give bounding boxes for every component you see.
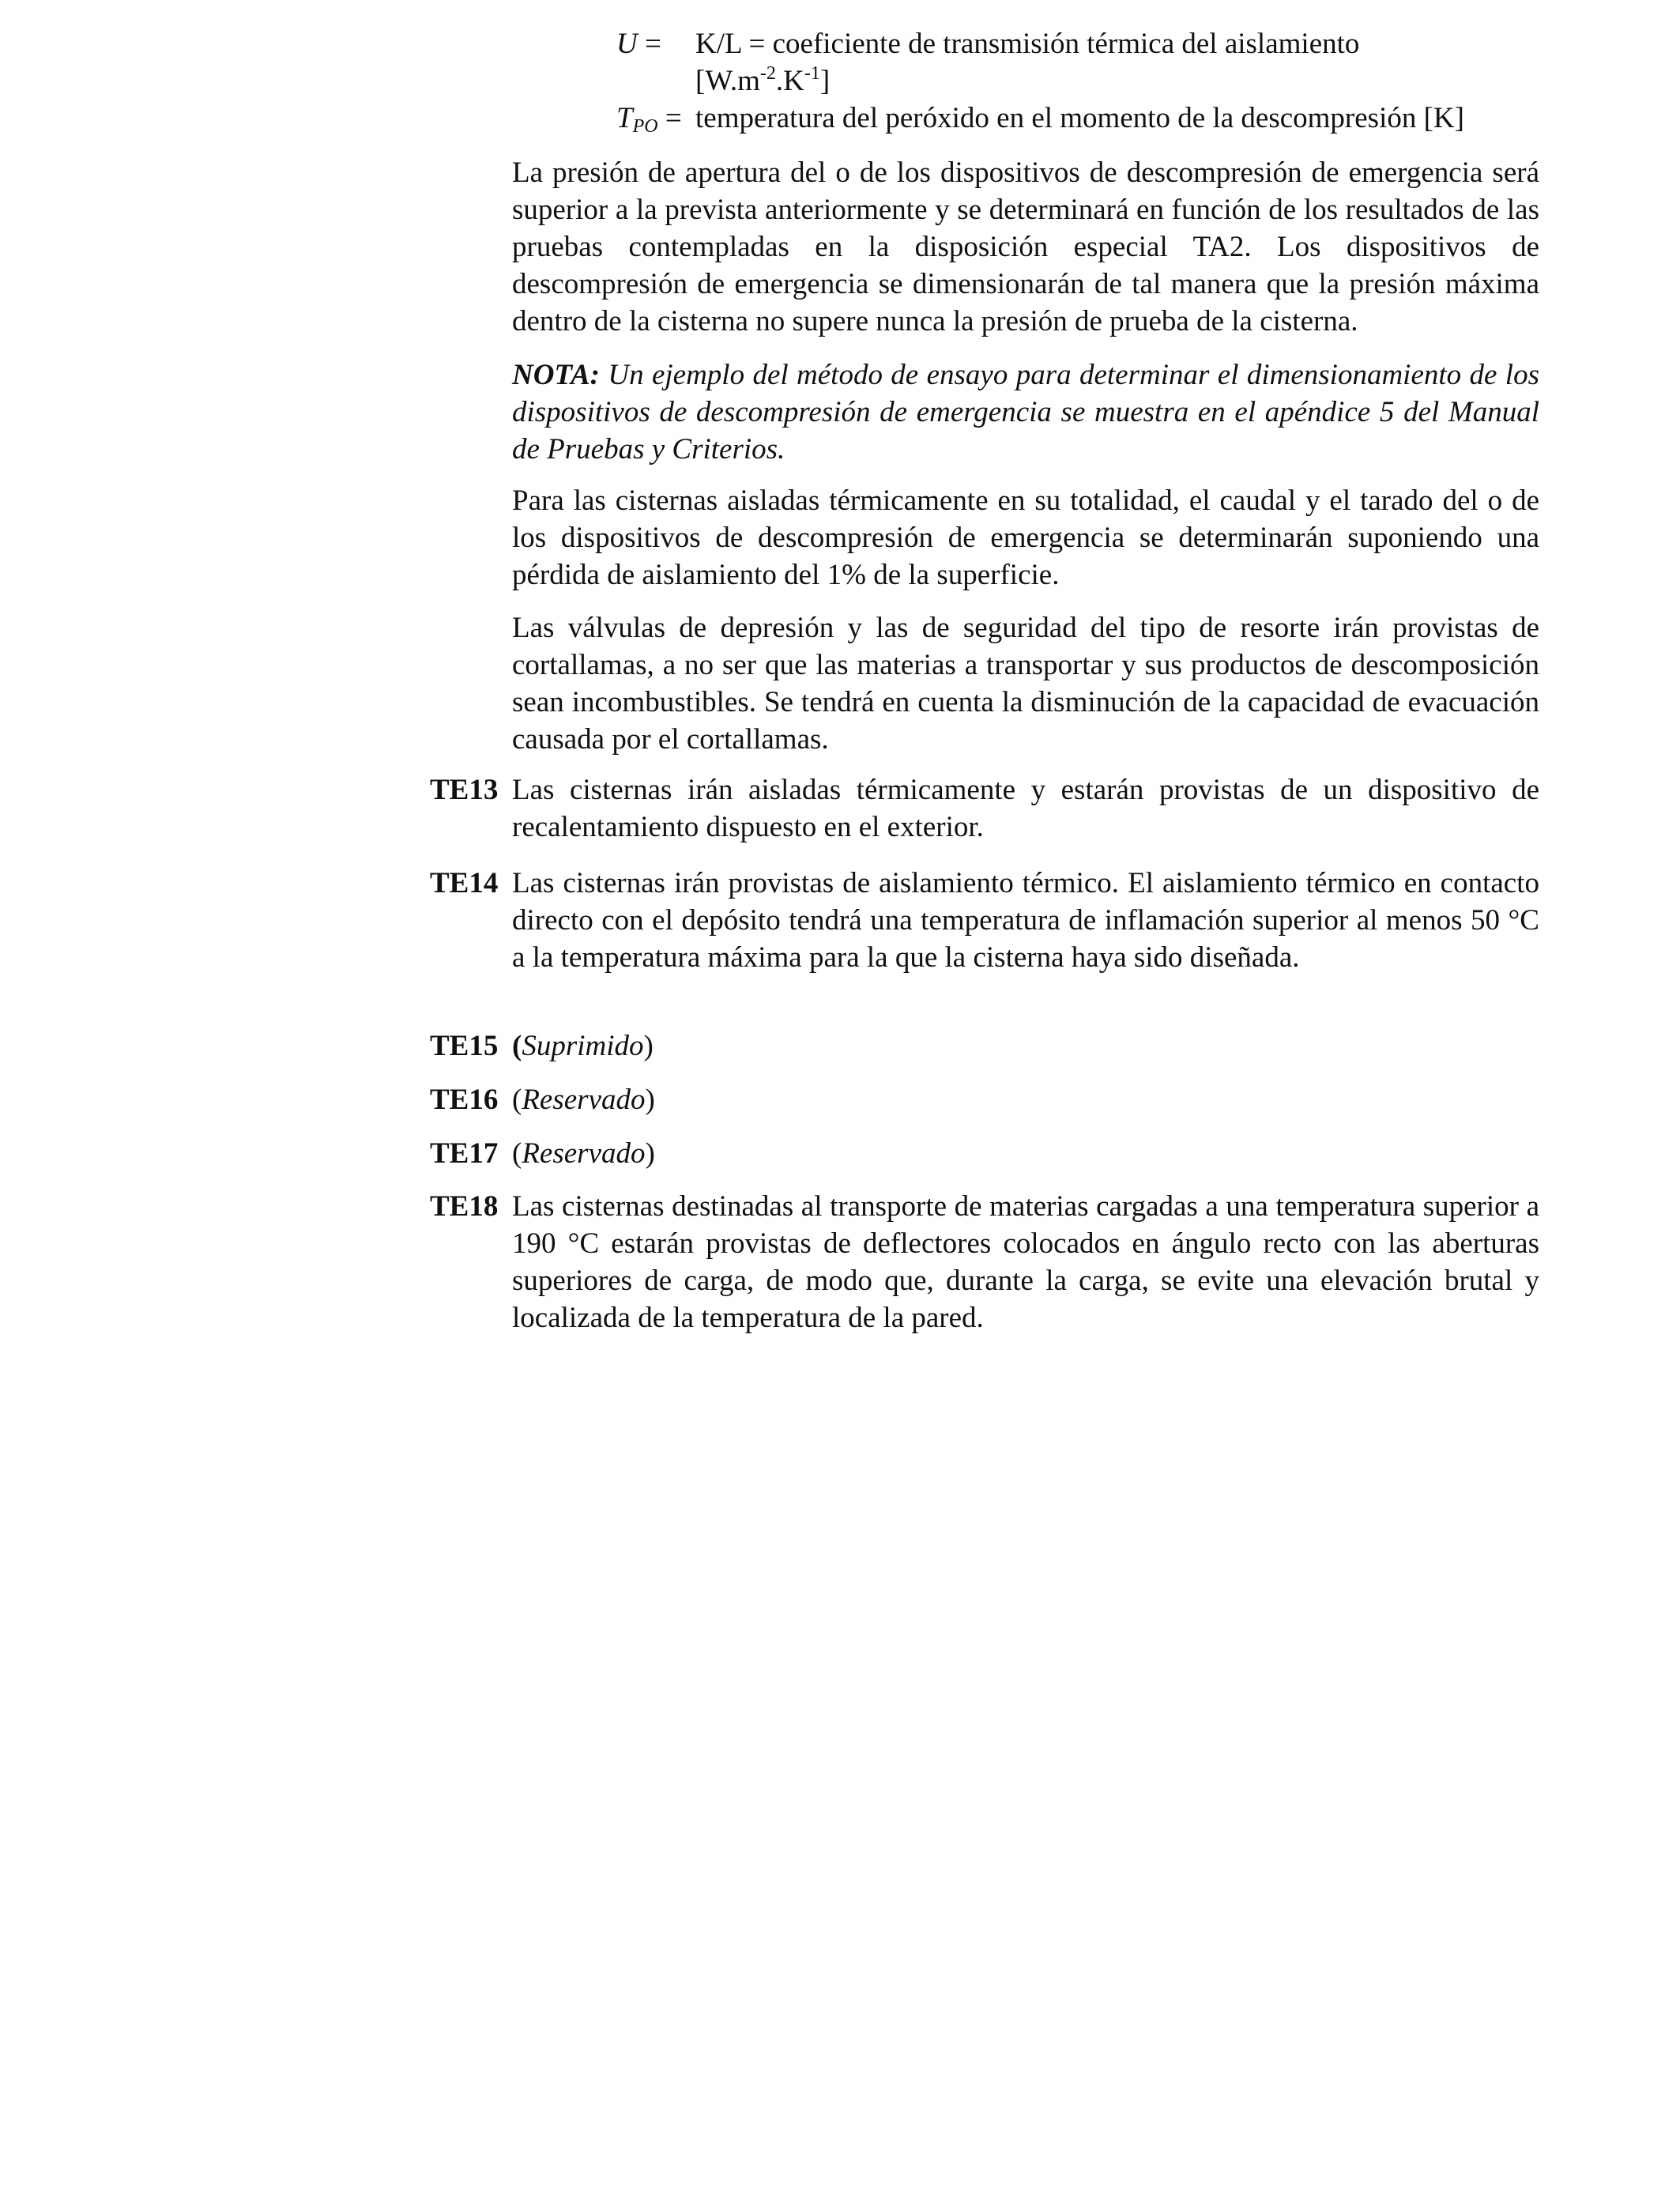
provision-text: (Suprimido) [512,1030,654,1062]
provision-te15 [430,1027,1539,1065]
provision-code: TE15 [430,1030,499,1062]
definition-text: K/L = coeficiente de transmisión térmica del aislamiento [695,28,1360,60]
paragraph-insulated-tanks: Para las cisternas aisladas térmicamente en su totalidad, el caudal y el tarado del o de los dispositivos de descompresión de emergencia se determinarán suponiendo una pérdida de aislamiento del 1% de la superficie. [512,484,1539,591]
provision-text: Las cisternas irán provistas de aislamiento térmico. El aislamiento térmico en contacto directo con el depósito tendrá una temperatura de inflamación superior al menos 50 °C a la temperatura máxima para la que la cisterna haya sido diseñada. [512,867,1539,974]
provision-te18 [430,1188,1539,1336]
provision-text: Las cisternas irán aisladas térmicamente y estarán provistas de un dispositivo de recalentamiento dispuesto en el exterior. [512,774,1539,843]
definition-text: temperatura del peróxido en el momento de la descompresión [K] [695,102,1464,134]
provision-text: (Reservado) [512,1137,655,1170]
paragraph-opening-pressure: La presión de apertura del o de los dispositivos de descompresión de emergencia será superior a la prevista anteriormente y se determinará en función de los resultados de las pruebas contempladas en la disposición especial TA2. Los dispositivos de descompresión de emergencia se dimensionarán de tal manera que la presión máxima dentro de la cisterna no supere nunca la presión de prueba de la cisterna. [512,156,1539,337]
note-paragraph [512,356,1539,468]
provision-text: Las cisternas destinadas al transporte de materias cargadas a una temperatura superior a 190 °C estarán provistas de deflectores colocados en ángulo recto con las aberturas superiores de carga, de modo que, durante la carga, se evite una elevación brutal y localizada de la temperatura de la pared. [512,1190,1539,1334]
definition-u [616,25,1565,62]
provision-te17 [430,1135,1539,1172]
note-text: Un ejemplo del método de ensayo para determinar el dimensionamiento de los dispositivos de descompresión de emergencia se muestra en el apéndice 5 del Manual de Pruebas y Criterios. [512,359,1539,466]
provision-te14 [430,865,1539,976]
provision-te13 [430,771,1539,846]
provision-te16 [430,1081,1539,1118]
definition-tpo [616,100,1565,137]
provision-code: TE13 [430,774,499,806]
note-label: NOTA: [512,359,600,391]
provision-text: (Reservado) [512,1084,655,1116]
definition-symbol: U = [616,28,661,60]
provision-code: TE16 [430,1084,499,1116]
provision-code: TE14 [430,867,499,899]
definition-u-unit: $[W.m^{-2}.K^{-1}]$ [695,63,831,97]
definition-symbol: $T_{PO}$ = [616,102,682,137]
provision-code: TE18 [430,1190,499,1223]
paragraph-valves: Las válvulas de depresión y las de seguridad del tipo de resorte irán provistas de cortallamas, a no ser que las materias a transportar y sus productos de descomposición sean incombustibles. Se tendrá en cuenta la disminución de la capacidad de evacuación causada por el cortallamas. [512,612,1539,756]
provision-code: TE17 [430,1137,499,1170]
